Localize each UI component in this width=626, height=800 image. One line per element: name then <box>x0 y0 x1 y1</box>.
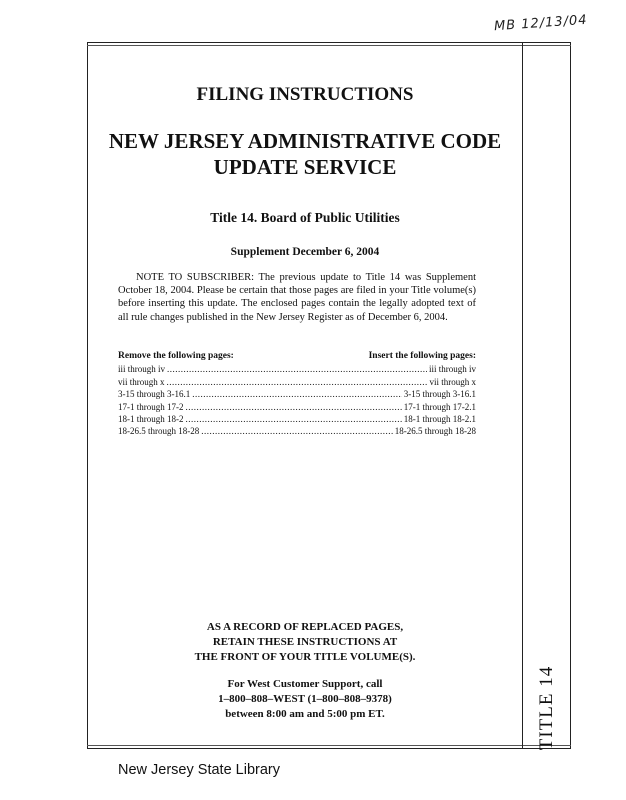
insert-pages-cell: 18-26.5 through 18-28 <box>394 426 476 437</box>
support-notice-line-3: between 8:00 am and 5:00 pm ET. <box>225 708 385 720</box>
insert-pages-cell: vii through x <box>429 376 476 387</box>
remove-pages-cell: iii through iv <box>118 364 165 375</box>
handwritten-note: MB 12/13/04 <box>493 12 589 35</box>
record-notice <box>90 620 520 665</box>
title-tab <box>522 42 571 749</box>
insert-pages-cell: iii through iv <box>429 364 476 375</box>
dot-leader <box>192 388 402 400</box>
table-row <box>118 376 476 388</box>
dot-leader <box>167 376 428 388</box>
insert-header: Insert the following pages: <box>368 351 476 361</box>
code-title-line-2: UPDATE SERVICE <box>213 155 397 179</box>
remove-pages-cell: 18-26.5 through 18-28 <box>118 426 200 437</box>
remove-pages-cell: 3-15 through 3-16.1 <box>118 389 191 400</box>
library-stamp: New Jersey State Library <box>118 762 280 778</box>
support-notice <box>90 677 520 722</box>
dot-leader <box>186 413 402 425</box>
table-row <box>118 363 476 375</box>
remove-header: Remove the following pages: <box>118 351 234 361</box>
insert-pages-cell: 17-1 through 17-2.1 <box>403 401 476 412</box>
filing-instructions-heading: FILING INSTRUCTIONS <box>196 84 414 105</box>
table-row <box>118 388 476 400</box>
record-notice-line-3: THE FRONT OF YOUR TITLE VOLUME(S). <box>194 651 416 663</box>
subscriber-note-text: NOTE TO SUBSCRIBER: The previous update to Title 14 was Supplement October 18, 2004. Please be certain that those pages are filed in your Title volume(s) before inserting this update. The enclosed pages contain the legally adopted text of all rule changes published in the New Jersey Register as of December 6, 2004. <box>118 272 476 323</box>
subscriber-note <box>118 271 476 324</box>
pages-table <box>118 350 476 438</box>
insert-pages-cell: 18-1 through 18-2.1 <box>403 414 476 425</box>
remove-pages-cell: 18-1 through 18-2 <box>118 414 184 425</box>
dot-leader <box>186 401 402 413</box>
remove-pages-cell: vii through x <box>118 376 165 387</box>
table-row <box>118 425 476 437</box>
dot-leader <box>167 363 427 375</box>
frame-bottom-rule <box>87 745 571 746</box>
pages-table-header <box>118 350 476 362</box>
remove-pages-cell: 17-1 through 17-2 <box>118 401 184 412</box>
code-title-line-1: NEW JERSEY ADMINISTRATIVE CODE <box>108 129 502 153</box>
title-tab-label: TITLE 14 <box>535 665 557 751</box>
support-notice-line-1: For West Customer Support, call <box>227 678 383 690</box>
insert-pages-cell: 3-15 through 3-16.1 <box>403 389 476 400</box>
record-notice-line-2: RETAIN THESE INSTRUCTIONS AT <box>212 636 398 648</box>
table-row <box>118 413 476 425</box>
code-title <box>90 128 520 180</box>
frame-top-rule <box>87 45 571 46</box>
table-row <box>118 401 476 413</box>
support-notice-line-2: 1–800–808–WEST (1–800–808–9378) <box>218 693 392 705</box>
title-line: Title 14. Board of Public Utilities <box>210 210 400 225</box>
dot-leader <box>201 425 393 437</box>
record-notice-line-1: AS A RECORD OF REPLACED PAGES, <box>206 621 404 633</box>
supplement-date: Supplement December 6, 2004 <box>230 246 380 258</box>
